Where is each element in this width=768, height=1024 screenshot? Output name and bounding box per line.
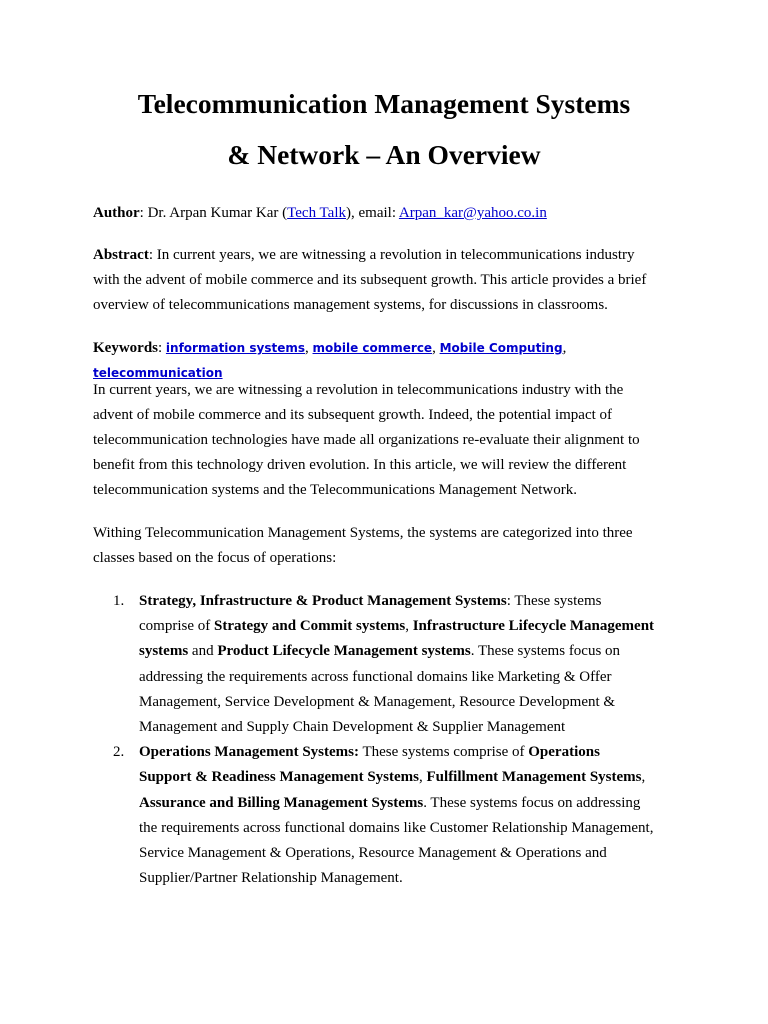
intro-paragraph (93, 378, 693, 503)
list-item-operations (93, 740, 693, 891)
abstract-line-3: overview of telecommunications management systems, for discussions in classrooms. (93, 297, 608, 313)
keyword-link-information-systems[interactable]: information systems (165, 341, 306, 355)
item1-heading: Strategy, Infrastructure & Product Management Systems (139, 593, 507, 609)
classes-paragraph (93, 521, 693, 571)
item2-line5: Service Management & Operations, Resource Management & Operations and (139, 845, 607, 862)
list-number: 1. (113, 593, 125, 609)
item1-line6: Management and Supply Chain Development & Supplier Management (139, 719, 566, 736)
item1-line3-and: and (188, 643, 218, 660)
abstract-line-1: : In current years, we are witnessing a revolution in telecommunications industry (148, 247, 635, 263)
intro-line-1: In current years, we are witnessing a revolution in telecommunications industry with the (93, 382, 624, 398)
keyword-link-mobile-commerce[interactable]: mobile commerce (312, 341, 433, 355)
item2-line1-text: These systems comprise of (358, 744, 529, 761)
classes-line-2: classes based on the focus of operations: (93, 550, 337, 566)
email-link[interactable]: Arpan_kar@yahoo.co.in (398, 205, 547, 221)
item2-heading: Operations Management Systems: (139, 744, 359, 761)
item2-line2-bold2: Fulfillment Management Systems (426, 769, 642, 786)
item1-line4: addressing the requirements across functional domains like Marketing & Offer (139, 668, 612, 685)
item1-line2-sep: , (405, 618, 413, 635)
item1-line1-text: : These systems (506, 593, 602, 609)
keyword-separator: , (432, 340, 440, 356)
item2-line2-sep: , (419, 769, 427, 786)
item2-line4: the requirements across functional domains like Customer Relationship Management, (139, 819, 654, 836)
intro-line-4: benefit from this technology driven evolution. In this article, we will review the different (93, 457, 627, 473)
author-line (93, 201, 693, 226)
document-title-line-1: Telecommunication Management Systems (137, 88, 631, 119)
item2-line2-bold1: Support & Readiness Management Systems (139, 769, 420, 786)
item1-line3-bold1: systems (139, 643, 189, 660)
author-name: : Dr. Arpan Kumar Kar ( (139, 205, 288, 221)
item2-line1-bold2: Operations (528, 744, 600, 761)
item2-line6: Supplier/Partner Relationship Management. (139, 870, 403, 887)
keywords-colon: : (158, 340, 166, 356)
item1-line5: Management, Service Development & Management, Resource Development & (139, 693, 616, 710)
systems-list (93, 589, 693, 891)
abstract-line-2: with the advent of mobile commerce and its subsequent growth. This article provides a brief (93, 272, 647, 288)
keyword-separator: , (562, 340, 567, 356)
keywords-label: Keywords (93, 340, 158, 356)
item1-line3-text: . These systems focus on (470, 643, 621, 660)
item2-line3-text: . These systems focus on addressing (423, 794, 641, 811)
intro-line-3: telecommunication technologies have made all organizations re-evaluate their alignment to (93, 432, 640, 448)
keyword-link-telecommunication[interactable]: telecommunication (93, 366, 223, 380)
item1-line2-bold1: Strategy and Commit systems (213, 618, 406, 635)
item1-line3-bold2: Product Lifecycle Management systems (217, 643, 471, 660)
item2-line2-end: , (641, 769, 646, 786)
email-prefix: ), email: (346, 205, 399, 221)
intro-line-5: telecommunication systems and the Telecommunications Management Network. (93, 482, 577, 498)
abstract-paragraph (93, 243, 693, 318)
abstract-label: Abstract (93, 247, 149, 263)
item1-line2-text: comprise of (139, 618, 214, 635)
list-number: 2. (113, 744, 125, 761)
author-label: Author (93, 205, 140, 221)
tech-talk-link[interactable]: Tech Talk (287, 205, 346, 221)
item1-line2-bold2: Infrastructure Lifecycle Management (412, 618, 655, 635)
intro-line-2: advent of mobile commerce and its subsequent growth. Indeed, the potential impact of (93, 407, 613, 423)
keyword-link-mobile-computing[interactable]: Mobile Computing (439, 341, 563, 355)
classes-line-1: Withing Telecommunication Management Systems, the systems are categorized into three (93, 525, 633, 541)
keyword-separator: , (305, 340, 313, 356)
list-item-strategy (93, 589, 693, 740)
document-title-line-2: & Network – An Overview (227, 139, 541, 170)
item2-line3-bold: Assurance and Billing Management Systems (139, 794, 424, 811)
